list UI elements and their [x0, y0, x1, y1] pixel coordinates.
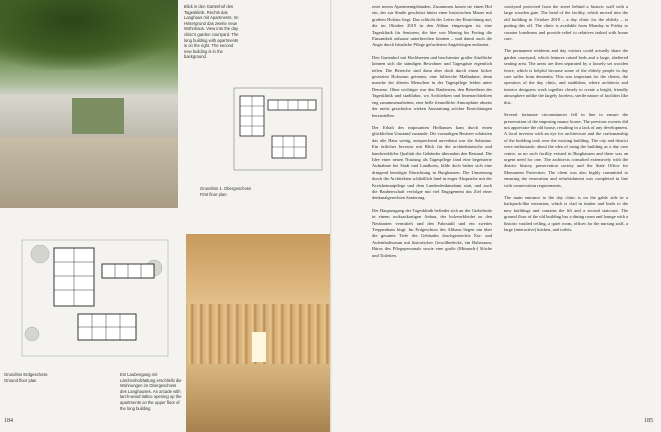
german-paragraph: zwei neuen Apartmentgebäuden. Zusammen fassen sie einen Hof ein, der zur Straße geschützt hinter einer historischen Mauer mit großem Holztor liegt. Das schlicht der Leiter der Einrichtung auf, die im Oktober 2019 in den Altbau eingezogen ist: eine Tagesklinik für Senioren, die hier von Montag bis Freitag die Einsamkeit zuhause unterbrechen können – und damit auch die Angst durch häusliche Pflege geforderten Angehörigen entlasten. [372, 4, 492, 48]
german-paragraph: Den Gartenhof mit Hochbeeten und beschirmter großer Sitzfläche können sich die ständigen Bewohner und Tagesgäste eigentlich teilen. Die Bereiche sind dann aber doch durch einen locker gesetzten Holzzaun getrennt; eine hilfreiche Maßnahme, denn manche der älteren Menschen in der Tagespflege leiden unter Demenz. Ohne wichtiger war den Bauherren, den Betreibern der Tagesklinik und stadtlabor, wo Architekten und Innenarchitekten eng zusammenarbeiten, eine helle freundliche Atmosphäre abseits der meist gesichtslos wirken Ausstattung solcher Einrichtungen herzustellen. [372, 54, 492, 118]
corridor-end-light [252, 332, 266, 362]
gutter [330, 0, 332, 432]
german-paragraph: Der Hauptzugang der Tagesklinik befindet sich an der Giebelseite in einem rucksackartigen Anbau, der holzverkleidet zu den Neubauten vermittelt und den Fahrstuhl und ein zweites Treppenhaus birgt. Im Erdgeschoss des Altbaus liegen um über die gesamte Tiefe des Gebäudes durchgestreckte Ess- und Aufenthaltsraum mit historischer Gewölbedecke, ein Ruheraum, Büros des Pflegepersonals sowie eine große (Mitmach-) Küche und Toiletten. [372, 207, 492, 258]
courtyard-caption: Blick in den Gartenhof des Tagesklinik. Rechts das Langhaus mit Apartments. Im Hintergrund das zweite neue Wohnhaus. View into the day clinic's garden courtyard. The long building with apartments is on the right. The second new building is in the background. [184, 4, 239, 60]
ground-floor-plan [20, 238, 170, 358]
upper-plan-caption-en: First floor plan [200, 191, 227, 197]
folio-left: 184 [4, 418, 13, 424]
english-paragraph: Several fortunate circumstances fell in line to ensure the preservation of the imposing manor house. The previous owners did not appreciate the old house, resulting in a lack of any development. A local investor with an eye for architecture and the craftsmanship of the building took over the existing building. The city and district were enthusiastic about the idea of using the building as a day care centre, as no such facility existed in Burghausen and there was an urgent need for one. The architects consulted extensively with the district history preservation society and the State Office for Monument Protection. The client was also highly committed to ensuring the renovation and refurbishment was completed in line with conservation requirements. [504, 112, 628, 188]
corridor-photo [186, 234, 330, 432]
corridor-floor [186, 364, 330, 432]
corridor-ceiling [186, 234, 330, 304]
folio-right: 185 [644, 418, 653, 424]
upper-plan-caption-de: Grundriss 1. Obergeschoss [200, 186, 251, 191]
ground-plan-caption [4, 372, 74, 383]
ground-plan-caption-en: Ground floor plan [4, 377, 37, 383]
tree-canopy [0, 0, 178, 70]
english-paragraph: The main entrance to the day clinic is on the gable side in a backpack-like extension, which is clad in timber and leads to the new buildings and contains the lift and a second staircase. The ground floor of the old building has a dining room and lounge with a historic vaulted ceiling, a quiet room, offices for the nursing staff, a large (interactive) kitchen, and toilets. [504, 194, 628, 232]
english-text-column [504, 4, 628, 239]
german-text-column [372, 4, 492, 265]
corridor-caption: Ein Laubengang mit Lärchenholzlattung erschließt die Wohnungen im Obergeschoss des Langhauses. An arcade with larch-wood lattice opening up the apartments on the upper floor of the long building [120, 372, 182, 411]
german-paragraph: Der Erhalt des imposanten Hofhauses kam durch einen glücklichen Umstand zustande. Die vormaligen Besitzer schätzten das alte Haus wenig, entsprechend unverbaut war die Substanz. Ein örtlicher Investor mit Blick für die architektonische und handwerkliche Qualität des Gebäudes übernahm den Bestand. Die Idee einer neuen Nutzung als Tagespflege fand eine begeisterte Aufnahme bei Stadt und Landkreis, bilde doch bisher sich eine dringend benötigte Einrichtung in Burghausen. Die Umsetzung durch die Architekten schließlich fand in enger Absprache mit der Kreisheimatpflege und dem Landesdenkmalamt statt, und auch die Bauherrschaft verfolgte mit viel Engagement das Ziel einer denkmalgerechten Sanierung. [372, 124, 492, 201]
upper-plan-caption [200, 186, 260, 197]
upper-floor-plan [232, 86, 324, 172]
courtyard-photo [0, 0, 178, 208]
courtyard-ground [0, 137, 178, 208]
english-paragraph: courtyard protected from the street behind a historic wall with a large wooden gate. The head of the facility, which moved into the old building in October 2019 – a day clinic for the elderly – is putting this off. The clinic is available from Monday to Friday to counter loneliness and provide relief to relatives tasked with home care. [504, 4, 628, 42]
ground-plan-caption-de: Grundriss Erdgeschoss [4, 372, 48, 377]
garden-gate [72, 98, 124, 134]
english-paragraph: The permanent residents and day visitors could actually share the garden courtyard, which features raised beds and a large, sheltered seating area. The areas are then separated by a loosely set wooden fence, which is helpful because some of the elderly people in day care suffer from dementia. This was important for the clients, the operators of the day clinic, and stadtlabor, where architects and interior designers work together closely to create a bright, friendly atmosphere unlike the largely faceless, sterile nature of facilities like this. [504, 48, 628, 105]
